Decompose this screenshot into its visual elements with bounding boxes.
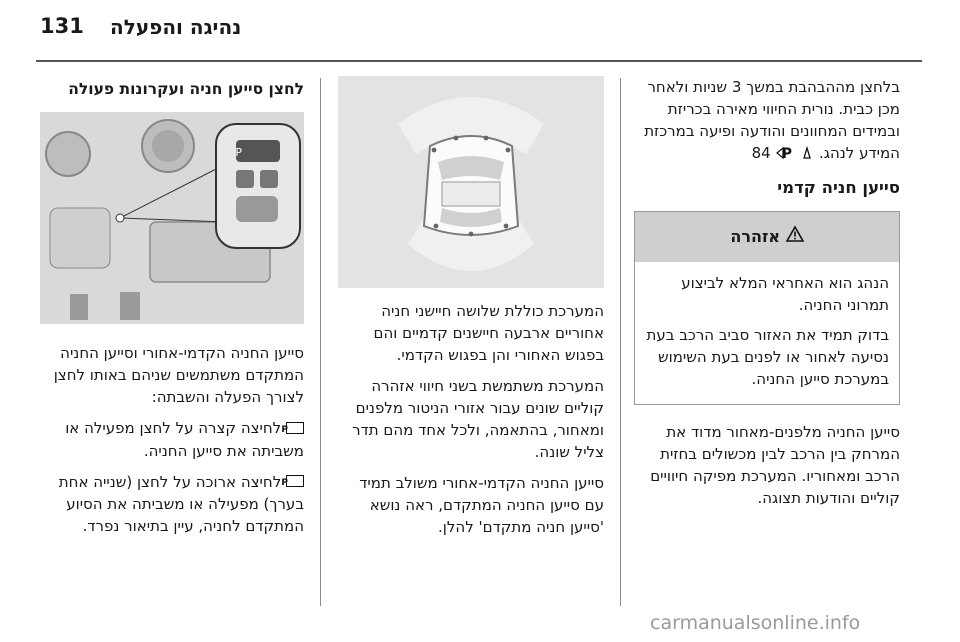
warning-paragraph-2: בדוק תמיד את האזור סביב הרכב בעת נסיעה לאחור או לפנים בעת השימוש במערכת סייען החניה. (646, 325, 889, 388)
right-body-paragraph: סייען החניה מלפנים-מאחור מדוד את המרחק בין הרכב לבין מכשולים בחזית הרכב ומאחוריו. המערכת מפיקה חיוויים קוליים והודעות תצוגה. (650, 422, 900, 507)
warning-body (635, 262, 899, 404)
warning-paragraph-1: הנהג הוא האחראי המלא לביצוע תמרוני החניה. (681, 273, 889, 314)
middle-paragraph-1: המערכת כוללת שלושה חיישני חניה אחוריים ארבעה חיישנים קדמיים והם בפגוש האחורי והן בפגוש הקדמי. (373, 302, 604, 364)
watermark: carmanualsonline.info (650, 612, 861, 634)
warning-header (635, 212, 899, 262)
sensor-diagram-illustration (338, 76, 604, 288)
warning-triangle-icon (786, 212, 804, 262)
middle-paragraph-3: סייען החניה הקדמי-אחורי משולב תמיד עם סייען החניה המתקדם, ראה נושא 'סייען חניה מתקדם' להלן. (359, 474, 604, 536)
dashboard-button-illustration (40, 112, 304, 324)
parking-assist-icon (781, 143, 814, 165)
page-title: נהיגה והפעלה (110, 15, 242, 39)
header-rule (36, 60, 922, 62)
svg-text:P: P (235, 146, 242, 159)
front-parking-heading: סייען חניה קדמי (777, 177, 900, 197)
intro-page-reference: 84 (751, 144, 771, 162)
svg-text:P: P (281, 424, 288, 435)
column-separator-left (320, 78, 321, 606)
left-paragraph-3-text: לחיצה ארוכה על לחצן (שנייה אחת בערך) מפעילה או משביתה את הסיוע המתקדם לחניה, עיין בתיאור נפרד. (58, 472, 304, 535)
left-paragraph-1: סייען החניה הקדמי-אחורי וסייען החניה המתקדם משתמשים שניהם באותו לחצן לצורך הפעלה והשבתה: (53, 344, 304, 406)
left-paragraph-3 (40, 471, 304, 538)
left-column (40, 76, 304, 546)
warning-title: אזהרה (730, 226, 781, 246)
svg-text:P: P (781, 145, 793, 162)
intro-text: בלחצן מההבהבת במשך 3 שניות ולאחר מכן כבית. נורית החיווי מאירה בכריזת ובמידים המחוונים והודעה ופיעה במרכזת המידע לנהג. (644, 78, 900, 162)
button-heading: לחצן סייען חניה ועקרונות פעולה (68, 80, 304, 98)
page-number: 131 (40, 14, 84, 38)
middle-paragraph-2: המערכת משתמשת בשני חיווי אזהרה קוליים שונים עבור אזורי הניטור מלפנים ומאחור, בהתאמה, ולכל אחד מהם תדר צליל שונה. (352, 377, 604, 461)
column-separator-right (620, 78, 621, 606)
middle-column (338, 76, 604, 547)
parking-button-icon (281, 418, 304, 440)
warning-box (634, 211, 900, 405)
right-column (634, 76, 900, 518)
page-header (0, 0, 960, 60)
svg-text:P: P (281, 478, 288, 488)
left-paragraph-2 (40, 417, 304, 462)
parking-button-icon-2 (281, 471, 304, 493)
left-paragraph-2-text: לחיצה קצרה על לחצן מפעילה או משביתה את סייען החניה. (65, 419, 304, 460)
intro-paragraph (634, 76, 900, 165)
